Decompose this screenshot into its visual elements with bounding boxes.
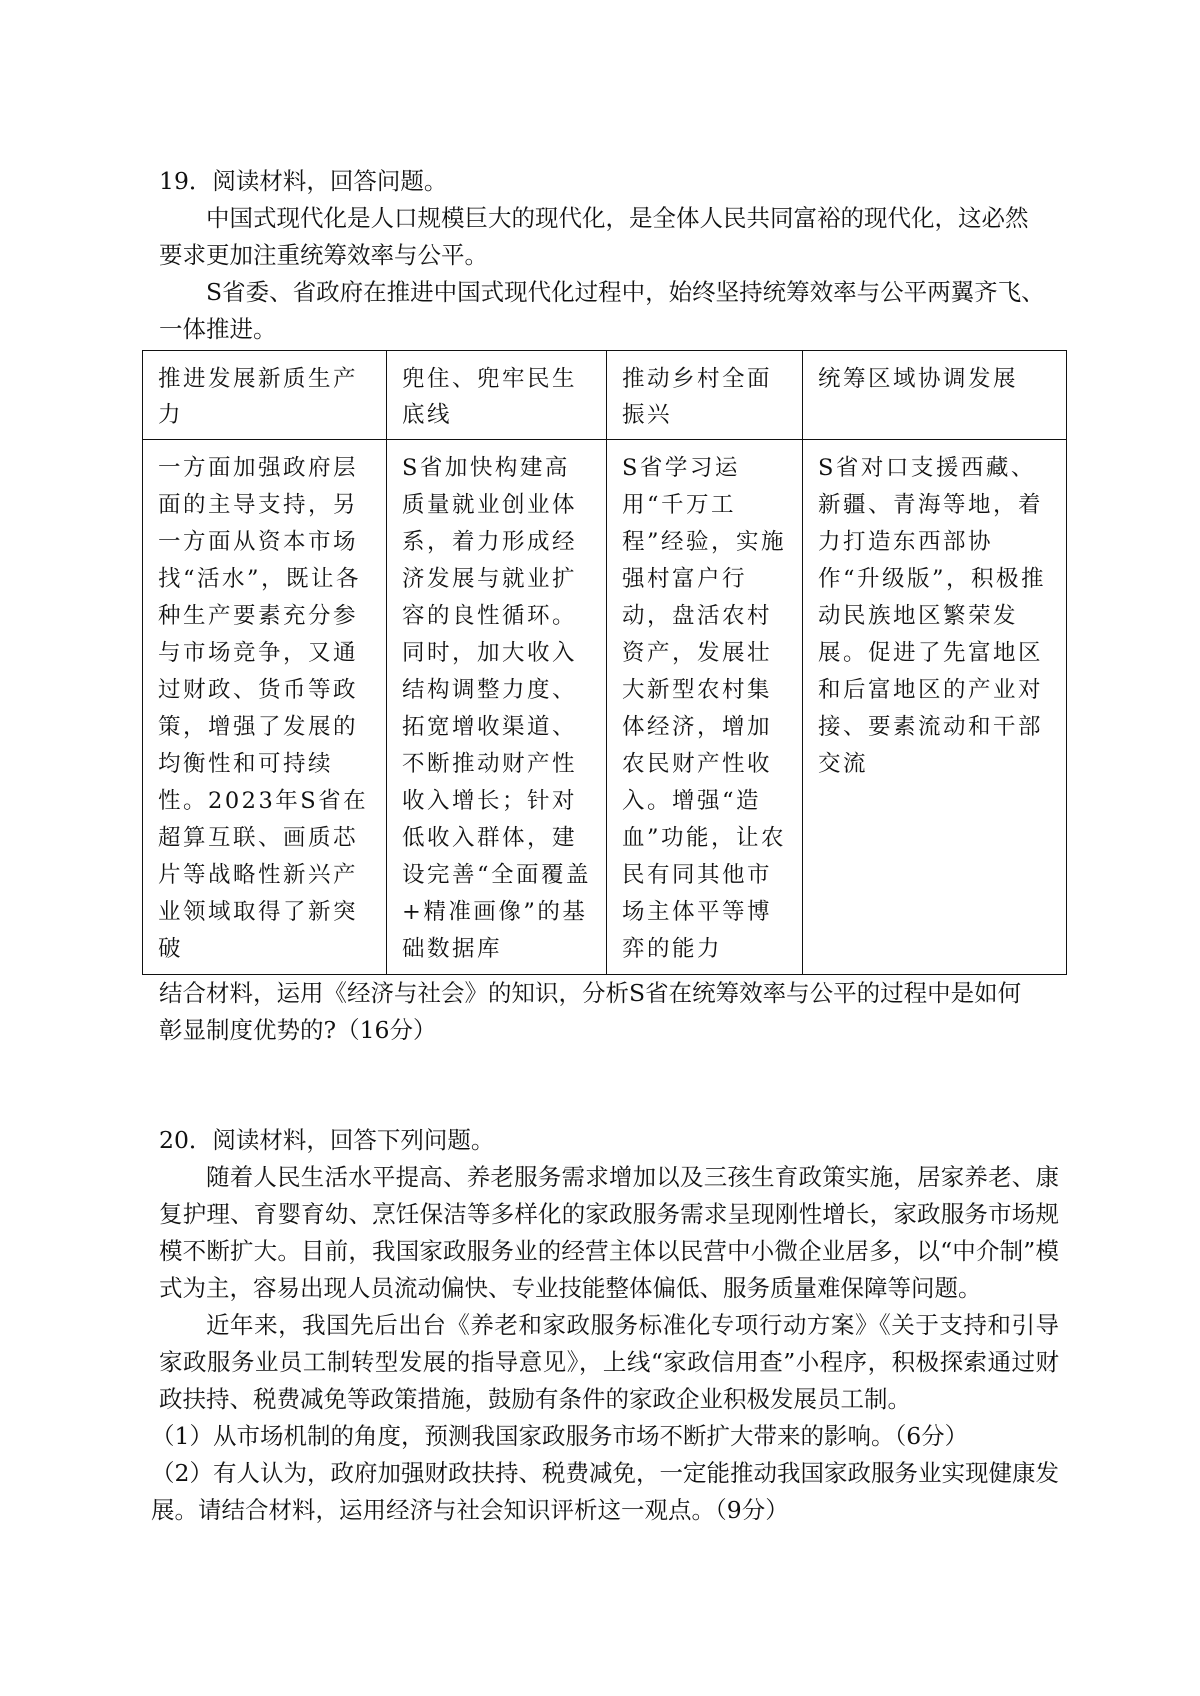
q19-para2-line1: S省委、省政府在推进中国式现代化过程中，始终坚持统筹效率与公平两翼齐飞、 <box>206 278 1045 306</box>
cell-regional-development: S省对口支援西藏、新疆、青海等地，着力打造东西部协作“升级版”，积极推动民族地区繁荣发展。促进了先富地区和后富地区的产业对接、要素流动和干部交流 <box>803 440 1067 975</box>
q20-sub-question-1: （1）从市场机制的角度，预测我国家政服务市场不断扩大带来的影响。（6分） <box>151 1422 969 1450</box>
q20-sub-question-2: （2）有人认为，政府加强财政扶持、税费减免，一定能推动我国家政服务业实现健康发展。请结合材料，运用经济与社会知识评析这一观点。（9分） <box>151 1459 1059 1524</box>
header-livelihood: 兜住、兜牢民生底线 <box>387 351 607 440</box>
table-header-row <box>143 351 1067 440</box>
q19-title: 19．阅读材料，回答问题。 <box>159 167 448 195</box>
header-regional-development: 统筹区域协调发展 <box>803 351 1067 440</box>
cell-new-productivity: 一方面加强政府层面的主导支持，另一方面从资本市场找“活水”，既让各种生产要素充分参与市场竞争，又通过财政、货币等政策，增强了发展的均衡性和可持续性。2023年S省在超算互联、画质芯片等战略性新兴产业领域取得了新突破 <box>143 440 387 975</box>
cell-rural-revitalization: S省学习运用“千万工程”经验，实施强村富户行动，盘活农村资产，发展壮大新型农村集体经济，增加农民财产性收入。增强“造血”功能，让农民有同其他市场主体平等博弈的能力 <box>607 440 803 975</box>
cell-livelihood: S省加快构建高质量就业创业体系，着力形成经济发展与就业扩容的良性循环。同时，加大收入结构调整力度、拓宽增收渠道、不断推动财产性收入增长；针对低收入群体，建设完善“全面覆盖+精准画像”的基础数据库 <box>387 440 607 975</box>
q19-question-line2: 彰显制度优势的?（16分） <box>159 1016 437 1044</box>
q19-para1-line1: 中国式现代化是人口规模巨大的现代化，是全体人民共同富裕的现代化，这必然 <box>206 204 1029 232</box>
q19-para2-line2: 一体推进。 <box>159 315 277 343</box>
q20-para2: 近年来，我国先后出台《养老和家政服务标准化专项行动方案》《关于支持和引导家政服务业员工制转型发展的指导意见》，上线“家政信用查”小程序，积极探索通过财政扶持、税费减免等政策措施，鼓励有条件的家政企业积极发展员工制。 <box>159 1311 1059 1413</box>
q20-title: 20．阅读材料，回答下列问题。 <box>159 1126 495 1154</box>
q19-question-line1: 结合材料，运用《经济与社会》的知识，分析S省在统筹效率与公平的过程中是如何 <box>159 979 1022 1007</box>
table-row <box>143 440 1067 975</box>
material-table <box>142 350 1067 975</box>
q19-para1-line2: 要求更加注重统筹效率与公平。 <box>159 241 488 269</box>
exam-page <box>151 163 1059 1529</box>
header-new-productivity: 推进发展新质生产力 <box>143 351 387 440</box>
header-rural-revitalization: 推动乡村全面振兴 <box>607 351 803 440</box>
q20-para1: 随着人民生活水平提高、养老服务需求增加以及三孩生育政策实施，居家养老、康复护理、育婴育幼、烹饪保洁等多样化的家政服务需求呈现刚性增长，家政服务市场规模不断扩大。目前，我国家政服务业的经营主体以民营中小微企业居多，以“中介制”模式为主，容易出现人员流动偏快、专业技能整体偏低、服务质量难保障等问题。 <box>159 1163 1059 1302</box>
